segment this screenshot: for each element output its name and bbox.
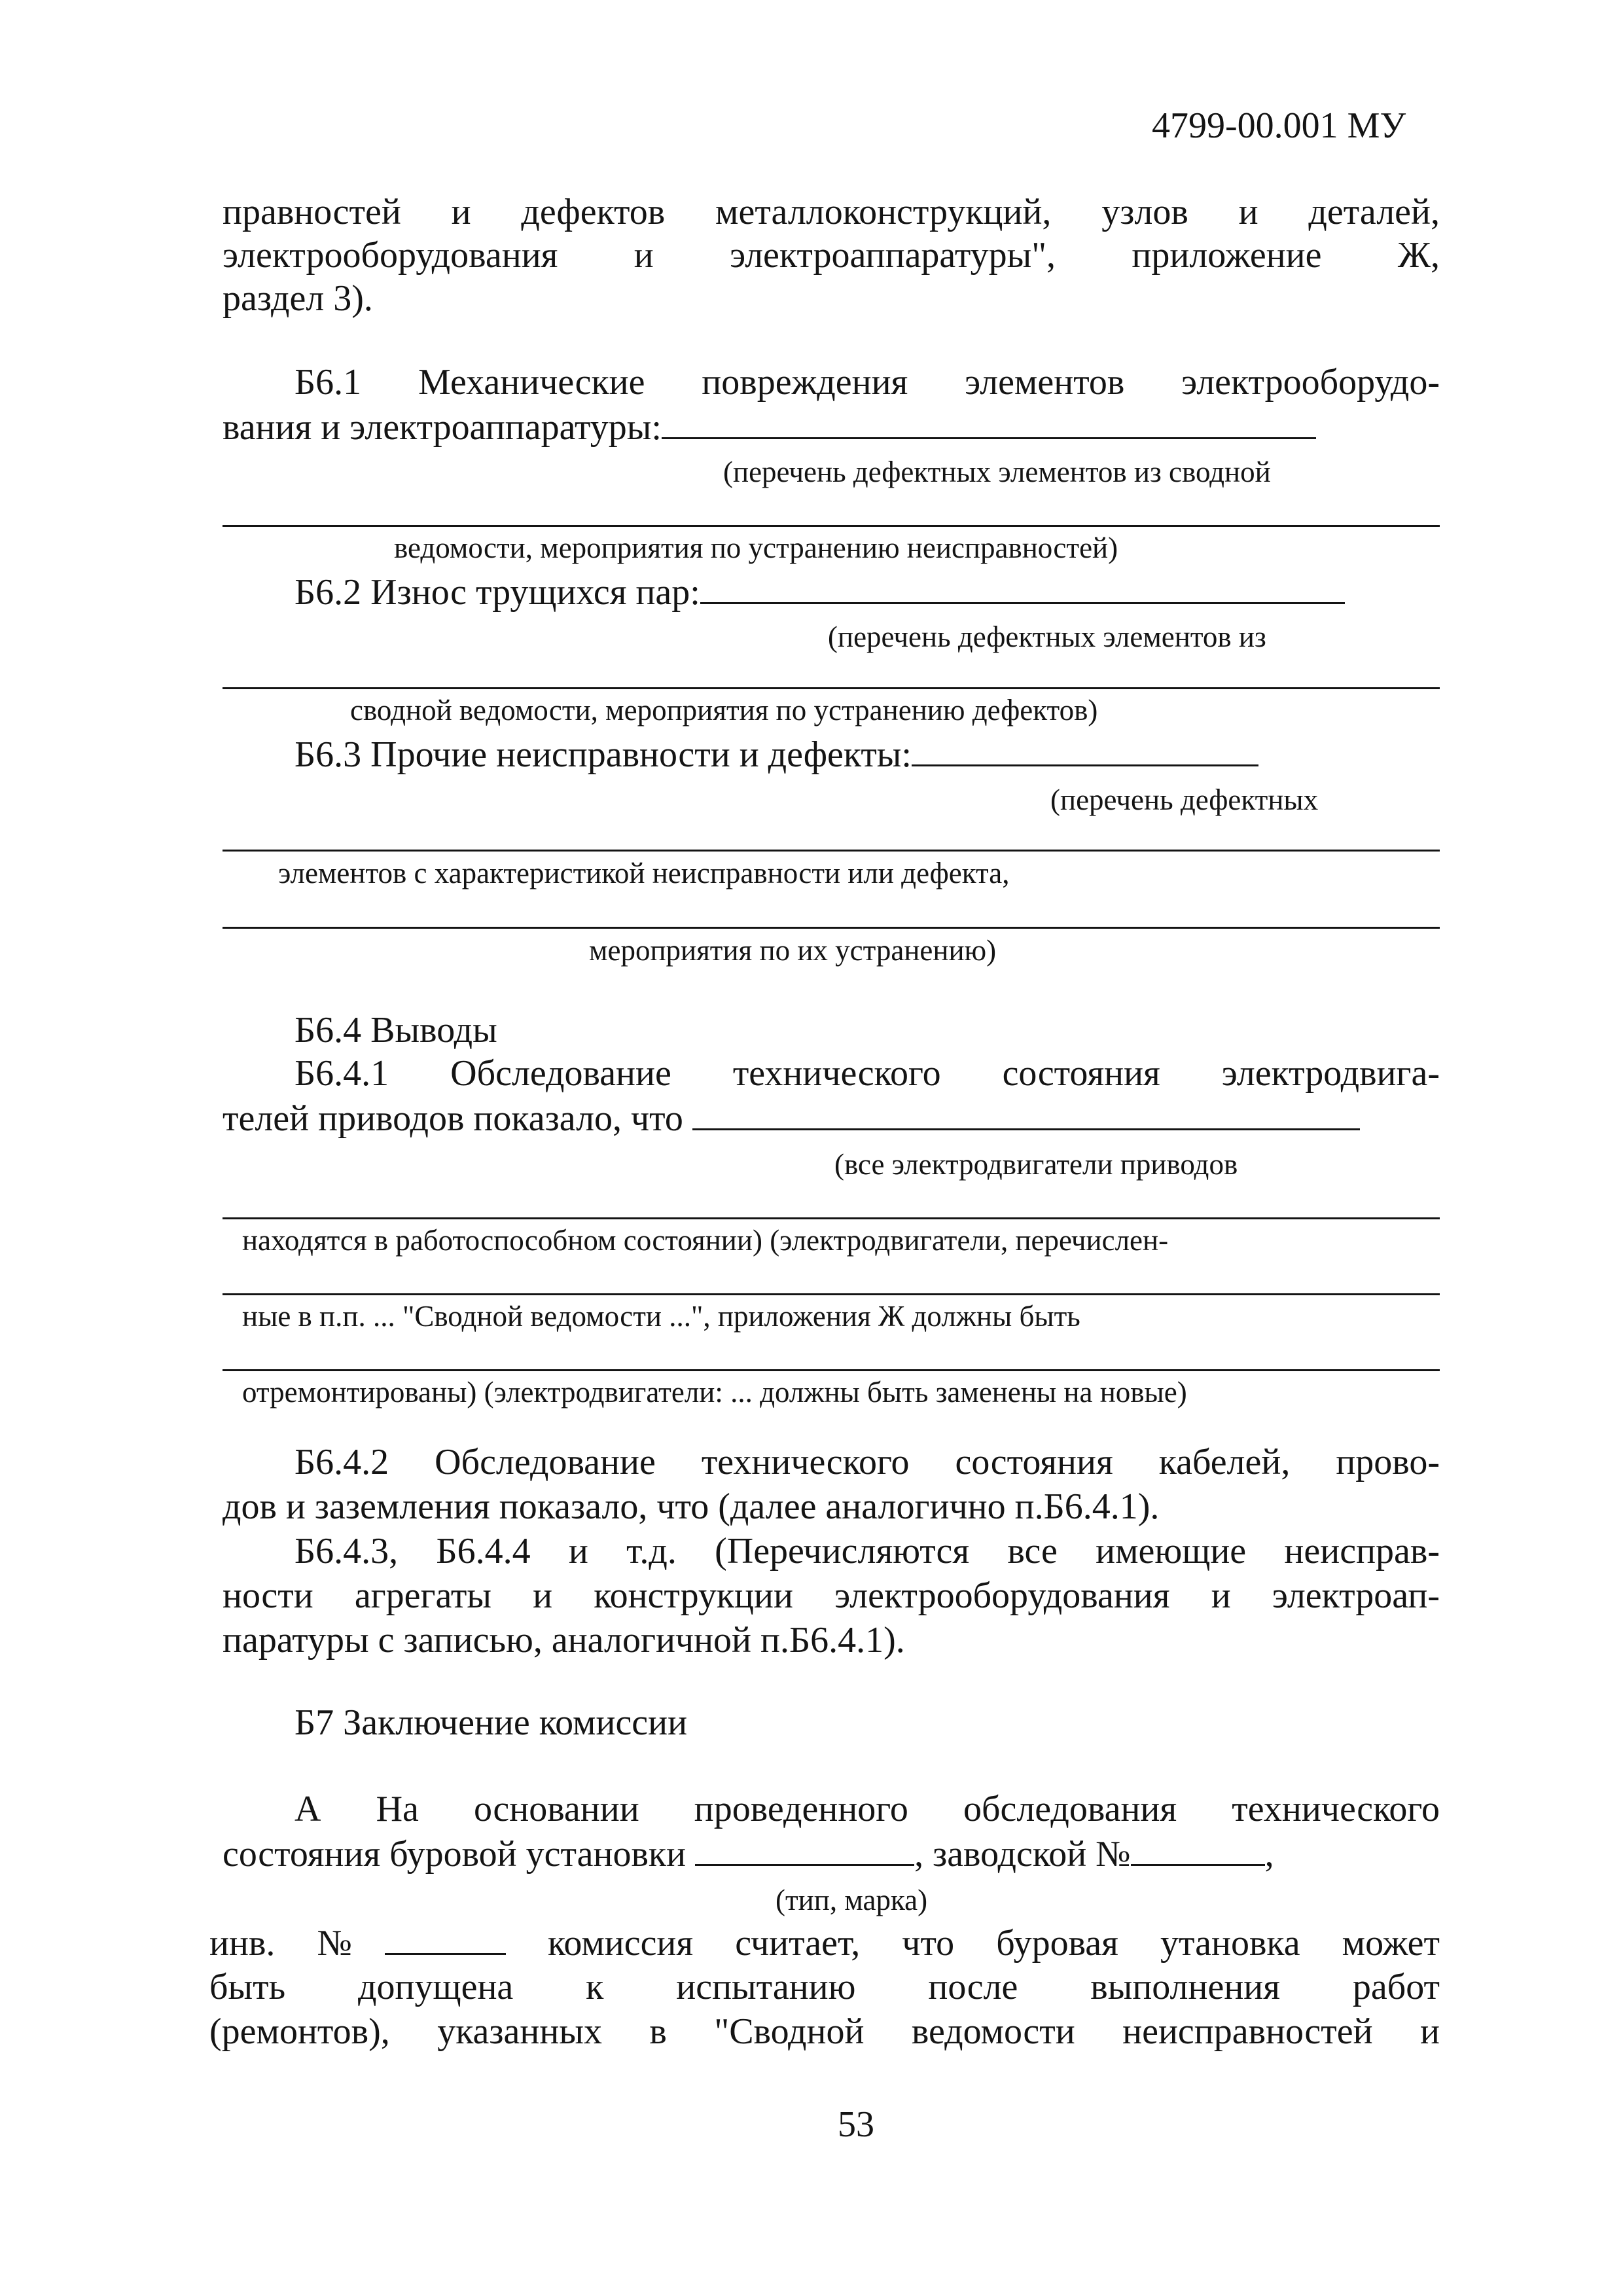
b7-a-line-3-post: комиссия считает, что буровая утановка может [548, 1923, 1440, 1964]
b641-hint-2: находятся в работоспособном состоянии) (электродвигатели, перечислен- [242, 1224, 1169, 1257]
b63-blank-field[interactable] [912, 732, 1258, 766]
b7-a-line-3-pre: инв. № [209, 1923, 385, 1964]
b7-a-line-5: (ремонтов), указанных в "Сводной ведомости неисправностей и [209, 2011, 1440, 2052]
b641-hint-4: отремонтированы) (электродвигатели: ... должны быть заменены на новые) [242, 1376, 1187, 1408]
b7-a-line-4: быть допущена к испытанию после выполнения работ [209, 1967, 1440, 2007]
b63-hint-2: элементов с характеристикой неисправности или дефекта, [278, 857, 1010, 889]
b7-a-line-3 [209, 1920, 1440, 1965]
b62-title [294, 569, 1345, 615]
b7-a-line-1: А На основании проведенного обследования технического [294, 1789, 1440, 1829]
b62-blank-line[interactable] [223, 687, 1440, 689]
b643-line-2: ности агрегаты и конструкции электрооборудования и электроап- [223, 1575, 1440, 1616]
b643-line-3: паратуры с записью, аналогичной п.Б6.4.1). [223, 1620, 905, 1660]
b61-line-2-text: вания и электроаппаратуры: [223, 407, 662, 448]
b641-hint-1: (все электродвигатели приводов [834, 1148, 1238, 1181]
b63-blank-line-1[interactable] [223, 850, 1440, 852]
b641-blank-line-2[interactable] [223, 1293, 1440, 1295]
b643-line-1: Б6.4.3, Б6.4.4 и т.д. (Перечисляются все имеющие неисправ- [294, 1531, 1440, 1571]
intro-line-3: раздел 3). [223, 278, 373, 319]
b61-hint-2: ведомости, мероприятия по устранению неисправностей) [394, 531, 1118, 564]
b7-title: Б7 Заключение комиссии [294, 1702, 688, 1743]
b61-hint-1: (перечень дефектных элементов из сводной [723, 456, 1271, 488]
factory-number-field[interactable] [1131, 1831, 1265, 1866]
intro-line-1: правностей и дефектов металлоконструкций, узлов и деталей, [223, 192, 1440, 232]
b7-a-line-2-end: , [1264, 1834, 1274, 1874]
b641-line-2 [223, 1096, 1360, 1141]
b7-a-line-2 [223, 1831, 1274, 1876]
b63-title [294, 732, 1258, 777]
b7-a-line-2-mid: , заводской № [914, 1834, 1131, 1874]
b63-hint-3: мероприятия по их устранению) [589, 934, 997, 967]
inventory-number-field[interactable] [385, 1920, 506, 1955]
b642-line-2: дов и заземления показало, что (далее аналогично п.Б6.4.1). [223, 1486, 1160, 1527]
b641-hint-3: ные в п.п. ... "Сводной ведомости ...", приложения Ж должны быть [242, 1300, 1080, 1333]
b63-blank-line-2[interactable] [223, 927, 1440, 929]
doc-code: 4799-00.001 МУ [1152, 105, 1406, 146]
b61-line-1: Б6.1 Механические повреждения элементов электрооборудо- [294, 362, 1440, 403]
b61-line-2 [223, 404, 1316, 450]
b62-blank-field[interactable] [700, 569, 1345, 604]
b62-title-text: Б6.2 Износ трущихся пар: [294, 572, 700, 613]
b641-blank-field[interactable] [692, 1096, 1360, 1130]
b641-line-1: Б6.4.1 Обследование технического состояния электродвига- [294, 1053, 1440, 1094]
type-brand-hint: (тип, марка) [776, 1884, 928, 1916]
b641-line-2-text: телей приводов показало, что [223, 1098, 683, 1139]
b61-blank-line[interactable] [223, 525, 1440, 527]
type-brand-field[interactable] [695, 1831, 914, 1866]
b63-hint-1: (перечень дефектных [1050, 783, 1319, 816]
b62-hint-2: сводной ведомости, мероприятия по устранению дефектов) [350, 694, 1098, 726]
b61-blank-field[interactable] [662, 404, 1316, 439]
b62-hint-1: (перечень дефектных элементов из [828, 620, 1266, 653]
b641-blank-line-3[interactable] [223, 1369, 1440, 1371]
page-number: 53 [838, 2104, 874, 2145]
b63-title-text: Б6.3 Прочие неисправности и дефекты: [294, 734, 912, 775]
b641-blank-line-1[interactable] [223, 1217, 1440, 1219]
b7-a-line-2-pre: состояния буровой установки [223, 1834, 687, 1874]
b642-line-1: Б6.4.2 Обследование технического состояния кабелей, прово- [294, 1442, 1440, 1482]
b64-title: Б6.4 Выводы [294, 1010, 497, 1050]
intro-line-2: электрооборудования и электроаппаратуры", приложение Ж, [223, 235, 1440, 276]
